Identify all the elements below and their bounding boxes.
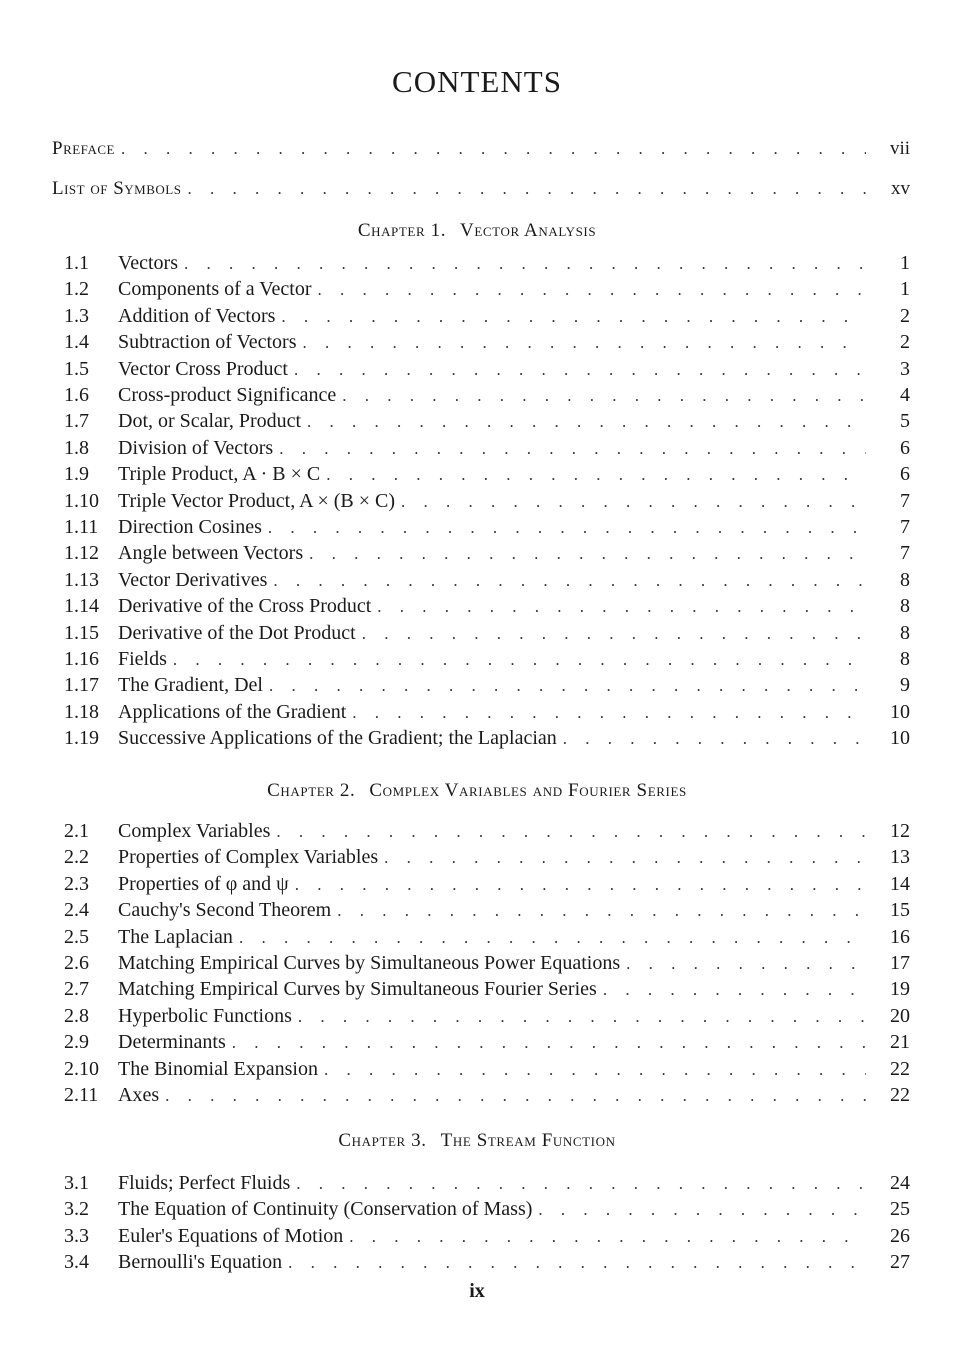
page-number: 26 [890,1224,910,1247]
page-number: 7 [900,542,910,565]
page-number: 6 [900,463,910,486]
section-title: Fluids; Perfect Fluids [118,1172,291,1194]
section-title: Properties of φ and ψ [118,872,289,895]
page-number: 22 [890,1057,910,1080]
dot-leader [273,571,866,591]
dot-leader [279,439,866,459]
chapter-label: Chapter 3. [338,1130,427,1151]
page-number: 15 [890,899,910,922]
dot-leader [352,703,866,723]
toc-entry [64,305,910,328]
section-title: Vectors [118,252,178,274]
dot-leader [337,901,866,921]
section-number: 2.2 [64,846,89,869]
page-number: 8 [900,621,910,644]
page-number: 2 [900,304,910,327]
toc-entry [64,278,910,301]
toc-entry [64,622,910,645]
section-number: 2.7 [64,978,89,1001]
page-number: 5 [900,410,910,433]
page-number: 13 [890,846,910,869]
section-title: Matching Empirical Curves by Simultaneous Power Equations [118,952,621,974]
section-number: 2.4 [64,899,89,922]
dot-leader [187,179,866,199]
page-number: 8 [900,568,910,591]
section-number: 1.6 [64,384,89,406]
toc-front-matter-preface [52,138,910,160]
page-number: vii [889,138,910,159]
dot-leader [295,875,866,895]
dot-leader [401,492,866,512]
section-title: Addition of Vectors [118,304,276,327]
dot-leader [603,980,866,1000]
dot-leader [288,1253,866,1273]
toc-entry [64,926,910,949]
dot-leader [303,333,867,353]
page-number: 4 [900,384,910,406]
section-number: 2.3 [64,872,89,895]
toc-entry [64,358,910,381]
section-title: Properties of Complex Variables [118,846,379,869]
toc-entry [64,952,910,975]
section-number: 1.18 [64,700,99,723]
dot-leader [296,1174,866,1194]
section-number: 1.5 [64,357,89,380]
dot-leader [362,624,866,644]
dot-leader [563,729,866,749]
section-number: 3.2 [64,1198,89,1221]
page-number: 7 [900,489,910,512]
dot-leader [298,1007,866,1027]
section-number: 1.8 [64,436,89,459]
toc-entry [64,1225,910,1248]
toc-entry [64,1058,910,1081]
page-number: 3 [900,357,910,380]
section-number: 2.5 [64,925,89,948]
section-number: 1.1 [64,252,89,274]
dot-leader [276,822,866,842]
dot-leader [377,597,866,617]
toc-front-matter-symbols [52,178,910,200]
section-title: Angle between Vectors [118,542,304,565]
section-title: Complex Variables [118,820,271,842]
toc-entry [64,252,910,275]
toc-entry [64,846,910,869]
section-title: Derivative of the Dot Product [118,621,356,644]
section-title: The Equation of Continuity (Conservation of Mass) [118,1198,533,1221]
front-matter-label: Preface [52,138,115,159]
dot-leader [269,676,866,696]
dot-leader [309,544,866,564]
section-title: Cauchy's Second Theorem [118,899,332,922]
toc-entry [64,410,910,433]
page-number: 12 [890,820,910,842]
section-title: Dot, or Scalar, Product [118,410,302,433]
section-title: Components of a Vector [118,278,312,301]
section-number: 1.12 [64,542,99,565]
section-number: 1.19 [64,727,99,750]
toc-entry [64,1005,910,1028]
page-number: 9 [900,674,910,697]
page-number: 2 [900,331,910,354]
page-number: 22 [890,1084,910,1106]
dot-leader [349,1227,866,1247]
section-title: Triple Product, A · B × C [118,463,321,486]
page-number: 24 [890,1172,910,1194]
section-number: 2.10 [64,1057,99,1080]
toc-entry [64,595,910,618]
toc-entry [64,648,910,671]
section-number: 2.1 [64,820,89,842]
dot-leader [626,954,866,974]
section-number: 3.1 [64,1172,89,1194]
section-number: 2.11 [64,1084,99,1106]
section-title: Derivative of the Cross Product [118,595,372,618]
dot-leader [326,465,866,485]
section-number: 1.10 [64,489,99,512]
section-title: Euler's Equations of Motion [118,1224,344,1247]
toc-entry [64,516,910,539]
section-number: 1.15 [64,621,99,644]
dot-leader [121,139,866,159]
page-number: 20 [890,1004,910,1027]
section-number: 1.11 [64,516,99,538]
section-title: Division of Vectors [118,436,274,459]
chapter-heading [0,1130,954,1152]
toc-entry [64,1198,910,1221]
toc-entry [64,331,910,354]
dot-leader [184,254,866,274]
section-number: 1.7 [64,410,89,433]
dot-leader [232,1033,866,1053]
dot-leader [173,650,866,670]
toc-entry [64,701,910,724]
front-matter-label: List of Symbols [52,178,182,199]
page-number: 8 [900,648,910,670]
toc-entry [64,542,910,565]
section-title: Successive Applications of the Gradient; the Laplacian [118,727,557,750]
section-title: The Gradient, Del [118,674,263,697]
page-number: 21 [890,1031,910,1054]
section-number: 2.8 [64,1004,89,1027]
toc-entry [64,674,910,697]
dot-leader [384,848,866,868]
section-title: Vector Derivatives [118,568,268,591]
chapter-title: Complex Variables and Fourier Series [369,780,687,801]
dot-leader [318,280,867,300]
page-number: 6 [900,436,910,459]
section-number: 3.4 [64,1251,89,1274]
section-title: The Binomial Expansion [118,1057,318,1080]
section-title: Subtraction of Vectors [118,331,297,354]
toc-entry [64,384,910,407]
dot-leader [324,1060,866,1080]
page-number: 1 [900,278,910,301]
section-number: 1.9 [64,463,89,486]
toc-entry [64,569,910,592]
section-number: 1.4 [64,331,89,354]
section-title: Cross-product Significance [118,384,337,406]
chapter-title: Vector Analysis [460,220,597,241]
dot-leader [165,1086,866,1106]
page-number: 19 [890,978,910,1001]
section-title: Direction Cosines [118,516,262,538]
page-number: xv [891,178,910,199]
toc-entry [64,1172,910,1195]
section-number: 1.14 [64,595,99,618]
toc-entry [64,490,910,513]
section-number: 1.16 [64,648,99,670]
dot-leader [268,518,866,538]
page-folio: ix [469,1280,485,1302]
toc-entry [64,1031,910,1054]
section-title: Bernoulli's Equation [118,1251,283,1274]
toc-entry [64,1084,910,1107]
page-number: 1 [900,252,910,274]
section-number: 1.3 [64,304,89,327]
section-number: 1.17 [64,674,99,697]
toc-entry [64,978,910,1001]
section-number: 2.6 [64,952,89,974]
page-number: 10 [890,700,910,723]
section-number: 3.3 [64,1224,89,1247]
dot-leader [342,386,866,406]
section-title: Axes [118,1084,160,1106]
section-title: Vector Cross Product [118,357,288,380]
dot-leader [281,307,866,327]
toc-entry [64,899,910,922]
dot-leader [538,1200,866,1220]
dot-leader [294,360,866,380]
dot-leader [307,412,866,432]
section-number: 1.2 [64,278,89,301]
section-number: 1.13 [64,568,99,591]
page-number: 14 [890,872,910,895]
chapter-title: The Stream Function [440,1130,616,1151]
chapter-label: Chapter 1. [357,220,447,241]
section-title: Matching Empirical Curves by Simultaneous Fourier Series [118,978,597,1001]
section-title: The Laplacian [118,925,233,948]
page-number: 8 [900,595,910,618]
toc-entry [64,873,910,896]
section-number: 2.9 [64,1031,89,1054]
chapter-label: Chapter 2. [267,780,356,801]
page-number: 10 [890,727,910,750]
toc-entry [64,1251,910,1274]
section-title: Hyperbolic Functions [118,1004,292,1027]
dot-leader [239,928,866,948]
chapter-heading [0,220,954,242]
page-title: CONTENTS [392,64,562,99]
section-title: Determinants [118,1031,226,1054]
toc-entry [64,727,910,750]
page-number: 25 [890,1198,910,1221]
page-number: 7 [900,516,910,538]
section-title: Fields [118,648,167,670]
page-number: 17 [890,952,910,974]
toc-entry [64,463,910,486]
chapter-heading [0,780,954,802]
section-title: Applications of the Gradient [118,700,347,723]
page-number: 27 [890,1251,910,1274]
section-title: Triple Vector Product, A × (B × C) [118,489,396,512]
page-number: 16 [890,925,910,948]
toc-entry [64,820,910,843]
toc-entry [64,437,910,460]
